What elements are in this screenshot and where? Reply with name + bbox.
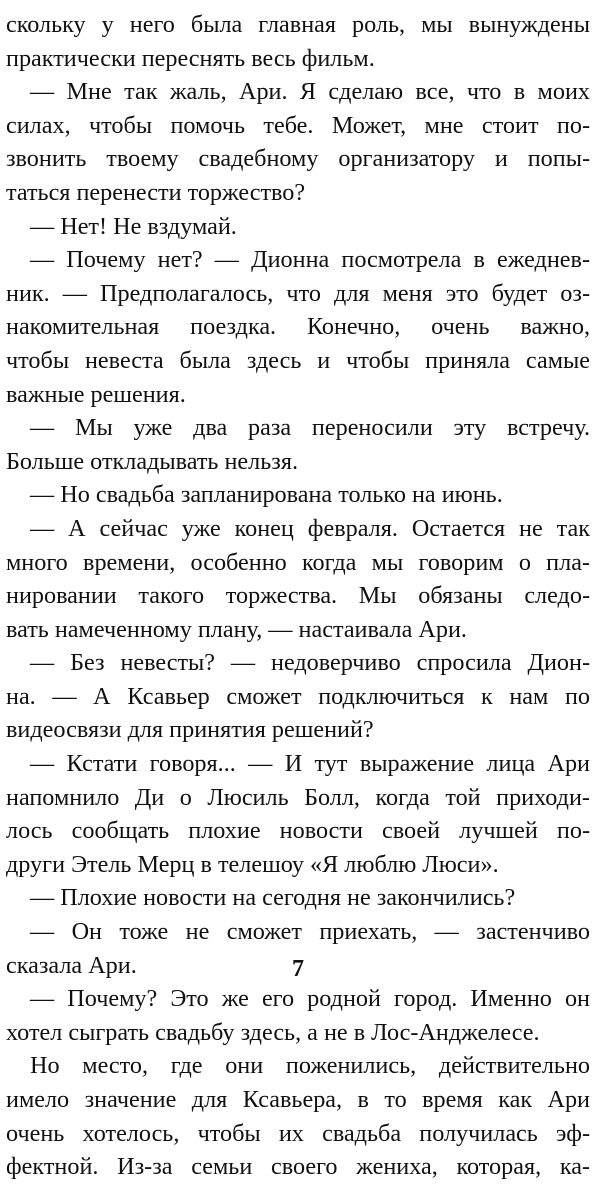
- text-line: скольку у него была главная роль, мы вынуждены: [6, 11, 590, 38]
- text-line: на. — А Ксавьер сможет подключиться к нам по: [6, 682, 590, 710]
- text-line: Больше откладывать нельзя.: [6, 447, 298, 475]
- page-body-text: [6, 8, 590, 1184]
- text-line: важные решения.: [6, 380, 186, 408]
- text-line: — Плохие новости на сегодня не закончились?: [30, 884, 516, 912]
- text-line: — Мне так жаль, Ари. Я сделаю все, что в моих: [30, 78, 590, 106]
- text-line: силах, чтобы помочь тебе. Может, мне стоит по-: [6, 111, 590, 139]
- text-line: много времени, особенно когда мы говорим о пла-: [6, 548, 590, 576]
- text-line: звонить твоему свадебному организатору и попы-: [6, 145, 590, 173]
- text-line: фектной. Из-за семьи своего жениха, которая, ка-: [6, 1153, 590, 1181]
- text-line: други Этель Мерц в телешоу «Я люблю Люси».: [6, 850, 499, 878]
- book-page: [6, 8, 590, 1181]
- text-line: — Почему нет? — Дионна посмотрела в ежеднев-: [30, 246, 590, 274]
- text-line: — Нет! Не вздумай.: [30, 212, 237, 240]
- page-number: 7: [292, 956, 304, 982]
- text-line: — Без невесты? — недоверчиво спросила Дион-: [30, 649, 590, 677]
- text-line: лось сообщать плохие новости своей лучшей по-: [6, 817, 590, 845]
- text-line: — Но свадьба запланирована только на июнь.: [30, 481, 503, 509]
- text-line: видеосвязи для принятия решений?: [6, 716, 374, 744]
- text-line: чтобы невеста была здесь и чтобы приняла самые: [6, 346, 590, 374]
- text-line: Но место, где они поженились, действительно: [30, 1052, 590, 1080]
- text-line: напомнило Ди о Люсиль Болл, когда той приходи-: [6, 783, 590, 811]
- text-line: вать намеченному плану, — настаивала Ари.: [6, 615, 467, 643]
- text-line: таться перенести торжество?: [6, 178, 306, 206]
- text-line: имело значение для Ксавьера, в то время как Ари: [6, 1086, 590, 1113]
- text-line: нировании такого торжества. Мы обязаны следо-: [6, 582, 590, 610]
- text-line: ник. — Предполагалось, что для меня это будет оз-: [6, 279, 590, 307]
- text-line: — А сейчас уже конец февраля. Остается не так: [30, 514, 590, 542]
- text-line: — Он тоже не сможет приехать, — застенчиво: [30, 918, 590, 946]
- text-line: практически переснять весь фильм.: [6, 44, 375, 72]
- text-line: — Кстати говоря... — И тут выражение лица Ари: [30, 750, 590, 778]
- text-line: хотел сыграть свадьбу здесь, а не в Лос-Анджелесе.: [6, 1018, 540, 1046]
- text-line: накомительная поездка. Конечно, очень важно,: [6, 313, 590, 341]
- text-line: сказала Ари.: [6, 951, 137, 979]
- text-line: — Почему? Это же его родной город. Именно он: [30, 985, 590, 1013]
- text-line: очень хотелось, чтобы их свадьба получилась эф-: [6, 1119, 590, 1147]
- text-line: — Мы уже два раза переносили эту встречу.: [30, 414, 590, 442]
